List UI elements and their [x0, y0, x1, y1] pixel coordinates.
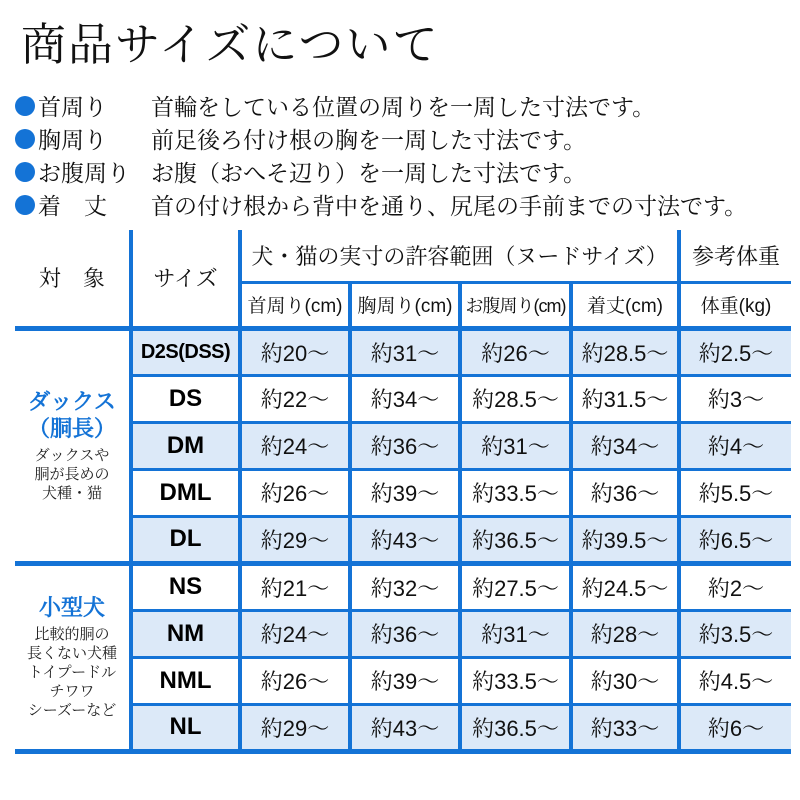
header-col-neck: 首周り(cm)	[240, 282, 350, 328]
measurement-value: 約43〜	[350, 516, 460, 563]
header-col-length: 着丈(cm)	[571, 282, 679, 328]
measurement-value: 約4〜	[679, 422, 791, 469]
group-name: 小型犬	[38, 595, 105, 620]
measurement-value: 約24〜	[240, 422, 350, 469]
legend-term: お腹周り	[38, 160, 130, 186]
measurement-value: 約36.5〜	[460, 704, 571, 751]
legend-desc: 前足後ろ付け根の胸を一周した寸法です。	[151, 127, 587, 153]
measurement-value: 約28〜	[571, 610, 679, 657]
measurement-value: 約29〜	[240, 704, 350, 751]
header-size: サイズ	[131, 230, 240, 328]
measurement-value: 約28.5〜	[460, 375, 571, 422]
measurement-value: 約26〜	[240, 469, 350, 516]
measurement-value: 約33.5〜	[460, 657, 571, 704]
measurement-value: 約32〜	[350, 563, 460, 610]
legend-item-belly	[15, 155, 800, 188]
table-row	[15, 328, 791, 375]
table-row	[15, 422, 791, 469]
group-note: ダックスや 胴が長めの 犬種・猫	[34, 447, 110, 502]
measurement-value: 約2〜	[679, 563, 791, 610]
group-note: 比較的胴の 長くない犬種 トイプードル チワワ シーズーなど	[26, 626, 117, 719]
legend-term: 首周り	[38, 94, 107, 120]
measurement-value: 約31〜	[460, 422, 571, 469]
measurement-legend	[15, 89, 800, 221]
legend-term: 胸周り	[38, 127, 107, 153]
legend-term: 着 丈	[38, 193, 107, 219]
size-table-header	[15, 230, 791, 328]
size-label: D2S(DSS)	[131, 328, 240, 375]
page-title: 商品サイズについて	[21, 19, 440, 70]
table-row	[15, 563, 791, 610]
size-label: DS	[131, 375, 240, 422]
size-label: DM	[131, 422, 240, 469]
group-name: ダックス （胴長）	[27, 389, 116, 441]
group-label-cell	[15, 328, 131, 563]
measurement-value: 約31〜	[460, 610, 571, 657]
size-label: NS	[131, 563, 240, 610]
measurement-value: 約20〜	[240, 328, 350, 375]
measurement-value: 約6.5〜	[679, 516, 791, 563]
measurement-value: 約34〜	[350, 375, 460, 422]
header-weight-group: 参考体重	[679, 230, 791, 282]
measurement-value: 約33.5〜	[460, 469, 571, 516]
bullet-icon	[15, 162, 35, 182]
measurement-value: 約29〜	[240, 516, 350, 563]
measurement-value: 約21〜	[240, 563, 350, 610]
measurement-value: 約33〜	[571, 704, 679, 751]
size-label: DML	[131, 469, 240, 516]
measurement-value: 約31〜	[350, 328, 460, 375]
measurement-value: 約36〜	[350, 610, 460, 657]
measurement-value: 約36〜	[571, 469, 679, 516]
measurement-value: 約39.5〜	[571, 516, 679, 563]
size-table	[15, 230, 791, 754]
measurement-value: 約6〜	[679, 704, 791, 751]
table-row	[15, 704, 791, 751]
measurement-value: 約43〜	[350, 704, 460, 751]
group-label-cell	[15, 563, 131, 751]
table-row	[15, 610, 791, 657]
measurement-value: 約39〜	[350, 469, 460, 516]
legend-item-back-length	[15, 188, 800, 221]
header-col-weight: 体重(kg)	[679, 282, 791, 328]
measurement-value: 約5.5〜	[679, 469, 791, 516]
header-col-belly: お腹周り(cm)	[460, 282, 571, 328]
measurement-value: 約3.5〜	[679, 610, 791, 657]
measurement-value: 約26〜	[240, 657, 350, 704]
bullet-icon	[15, 129, 35, 149]
measurement-value: 約24.5〜	[571, 563, 679, 610]
legend-item-chest	[15, 122, 800, 155]
table-row	[15, 657, 791, 704]
size-label: DL	[131, 516, 240, 563]
header-target: 対 象	[15, 230, 131, 328]
header-range-group: 犬・猫の実寸の許容範囲（ヌードサイズ）	[240, 230, 679, 282]
measurement-value: 約28.5〜	[571, 328, 679, 375]
measurement-value: 約4.5〜	[679, 657, 791, 704]
header-row-groups	[15, 230, 791, 282]
table-row	[15, 375, 791, 422]
measurement-value: 約22〜	[240, 375, 350, 422]
measurement-value: 約36.5〜	[460, 516, 571, 563]
legend-desc: お腹（おへそ辺り）を一周した寸法です。	[151, 160, 587, 186]
table-row	[15, 469, 791, 516]
measurement-value: 約34〜	[571, 422, 679, 469]
size-label: NM	[131, 610, 240, 657]
bullet-icon	[15, 195, 35, 215]
measurement-value: 約31.5〜	[571, 375, 679, 422]
bullet-icon	[15, 96, 35, 116]
legend-desc: 首輪をしている位置の周りを一周した寸法です。	[151, 94, 656, 120]
measurement-value: 約3〜	[679, 375, 791, 422]
measurement-value: 約2.5〜	[679, 328, 791, 375]
measurement-value: 約36〜	[350, 422, 460, 469]
size-label: NML	[131, 657, 240, 704]
legend-desc: 首の付け根から背中を通り、尻尾の手前までの寸法です。	[151, 193, 748, 219]
measurement-value: 約30〜	[571, 657, 679, 704]
table-row	[15, 516, 791, 563]
size-table-body	[15, 328, 791, 751]
measurement-value: 約39〜	[350, 657, 460, 704]
header-col-chest: 胸周り(cm)	[350, 282, 460, 328]
measurement-value: 約27.5〜	[460, 563, 571, 610]
size-label: NL	[131, 704, 240, 751]
measurement-value: 約24〜	[240, 610, 350, 657]
legend-item-neck	[15, 89, 800, 122]
measurement-value: 約26〜	[460, 328, 571, 375]
